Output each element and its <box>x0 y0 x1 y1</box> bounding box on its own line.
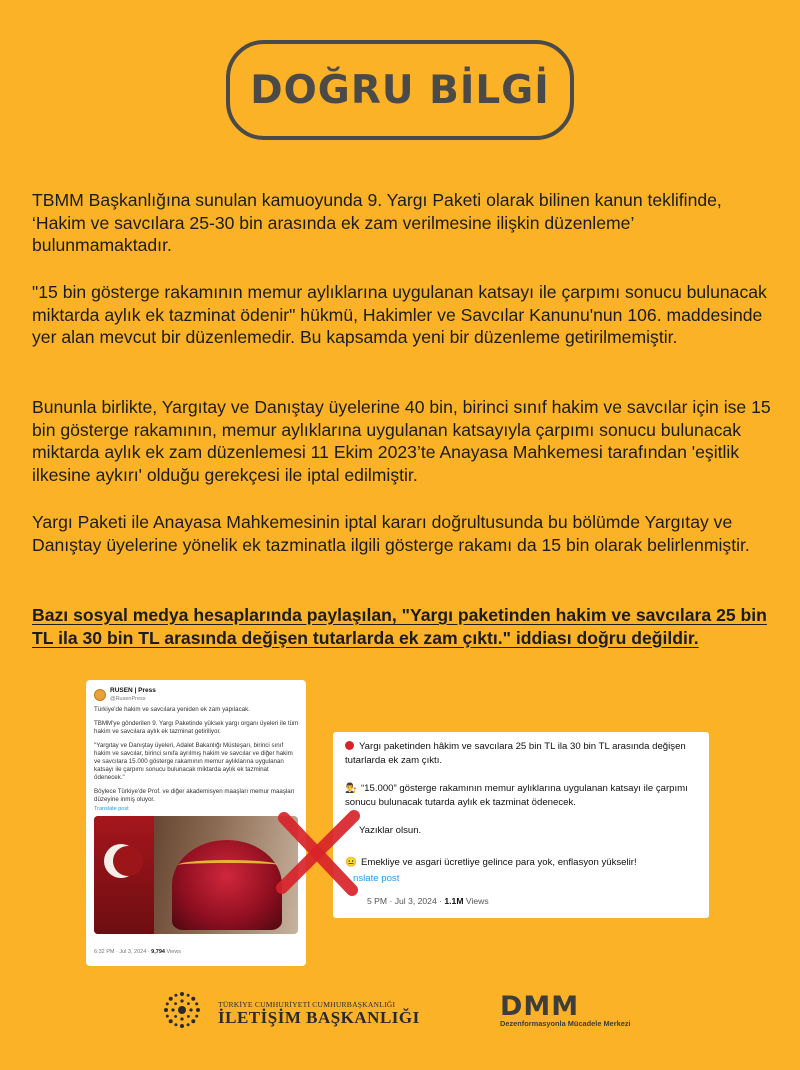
paragraph-3: Bununla birlikte, Yargıtay ve Danıştay üyelerine 40 bin, birinci sınıf hakim ve savcılar için ise 15 bin gösterge rakamının, memur aylıklarına uygulanan katsayıyla çarpımı sonucu bulunacak miktarda aylık ek zam düzenlemesi 11 Ekim 2023’te Anayasa Mahkemesi tarafından 'eşitlik ilkesine aykırı' olduğu gerekçesi ile iptal edilmiştir. <box>32 397 771 485</box>
tweet-screenshot-2 <box>333 732 709 918</box>
institution-name: İLETİŞİM BAŞKANLIĞI <box>218 1008 420 1027</box>
avatar <box>94 689 106 701</box>
tweet-author-handle: @RusenPress <box>110 696 146 702</box>
red-circle-icon <box>345 741 354 750</box>
tweet-line: Yargı paketinden hâkim ve savcılara 25 bin TL ila 30 bin TL arasında değişen tutarlarda ek zam çıktı. <box>345 741 686 766</box>
face-emoji-icon: 😐 <box>345 857 357 868</box>
tweet-line: 👨‍⚖️ “15.000” gösterge rakamının memur aylıklarına uygulanan katsayı ile çarpımı sonucu bulunacak tutarda aylık ek tazminat ödenecek. <box>345 783 688 808</box>
tweet-header <box>94 687 156 703</box>
translate-link: Translate post <box>94 806 129 812</box>
iletisim-baskanligi-emblem-icon <box>160 988 204 1032</box>
tweet-line: 😐 Emekliye ve asgari ücretliye gelince para yok, enflasyon yükselir! <box>345 857 637 868</box>
tweet-photo <box>94 816 298 934</box>
judge-robe-image <box>172 840 282 930</box>
tweet-line: TBMM'ye gönderilen 9. Yargı Paketinde yüksek yargı organı üyeleri ile tüm hakim ve savcılara aylık ek tazminat getiriliyor. <box>94 720 299 735</box>
paragraph-2: "15 bin gösterge rakamının memur aylıklarına uygulanan katsayı ile çarpımı sonucu bulunacak miktarda aylık ek tazminat ödenir" hükmü, Hakimler ve Savcılar Kanunu'nun 106. maddesinde yer alan mevcut bir düzenlemedir. Bu kapsamda yeni bir düzenleme getirilmemiştir. <box>32 282 767 347</box>
conclusion-paragraph: Bazı sosyal medya hesaplarında paylaşılan, "Yargı paketinden hakim ve savcılara 25 bin TL ila 30 bin TL arasında değişen tutarlarda ek zam çıktı." iddiası doğru değildir. <box>32 605 767 648</box>
tweet-meta: 6:32 PM · Jul 3, 2024 · 9,794 Views <box>94 949 182 955</box>
paragraph-4: Yargı Paketi ile Anayasa Mahkemesinin iptal kararı doğrultusunda bu bölümde Yargıtay ve Danıştay üyelerine yönelik ek tazminatla ilgili gösterge rakamı da 15 bin olarak belirlenmiştir. <box>32 512 750 555</box>
dmm-subtitle: Dezenformasyonla Mücadele Merkezi <box>500 1019 631 1028</box>
page-title: DOĞRU BİLGİ <box>250 67 550 113</box>
tweet-line: Böylece Türkiye'de Prof. ve diğer akademisyen maaşları memur maaşları düzeyine inmiş oluyor. <box>94 788 295 803</box>
paragraph-1: TBMM Başkanlığına sunulan kamuoyunda 9. Yargı Paketi olarak bilinen kanun teklifinde, ‘Hakim ve savcılara 25-30 bin arasında ek zam verilmesine ilişkin düzenleme’ bulunmamaktadır. <box>32 190 722 255</box>
institution-subtitle: TÜRKİYE CUMHURİYETİ CUMHURBAŞKANLIĞI <box>218 1000 396 1009</box>
title-bubble <box>226 40 574 140</box>
judge-emoji-icon: 👨‍⚖️ <box>345 783 357 794</box>
tweet-author-name: RUSEN | Press <box>110 687 156 694</box>
tweet-line: Türkiye'de hakim ve savcılara yeniden ek zam yapılacak. <box>94 706 250 713</box>
tweet-meta: 5 PM · Jul 3, 2024 · 1.1M Views <box>367 896 489 906</box>
dmm-logo: DMM <box>500 991 580 1022</box>
tweet-body <box>94 706 300 813</box>
translate-link: nslate post <box>353 873 400 884</box>
false-x-mark-icon <box>272 808 364 900</box>
tweet-line: "Yargıtay ve Danıştay üyeleri, Adalet Bakanlığı Müsteşarı, birinci sınıf hakim ve savcılar, birinci sınıfa ayrılmış hakim ve savcılar ve diğer hakim ve savcılara 15.000 gösterge rakamının memur aylıklarına uygulanan katsayı ile çarpımı sonucu bulunacak miktarda aylık ek tazminat ödenecek." <box>94 742 293 781</box>
tweet-line: Yazıklar olsun. <box>359 825 422 836</box>
